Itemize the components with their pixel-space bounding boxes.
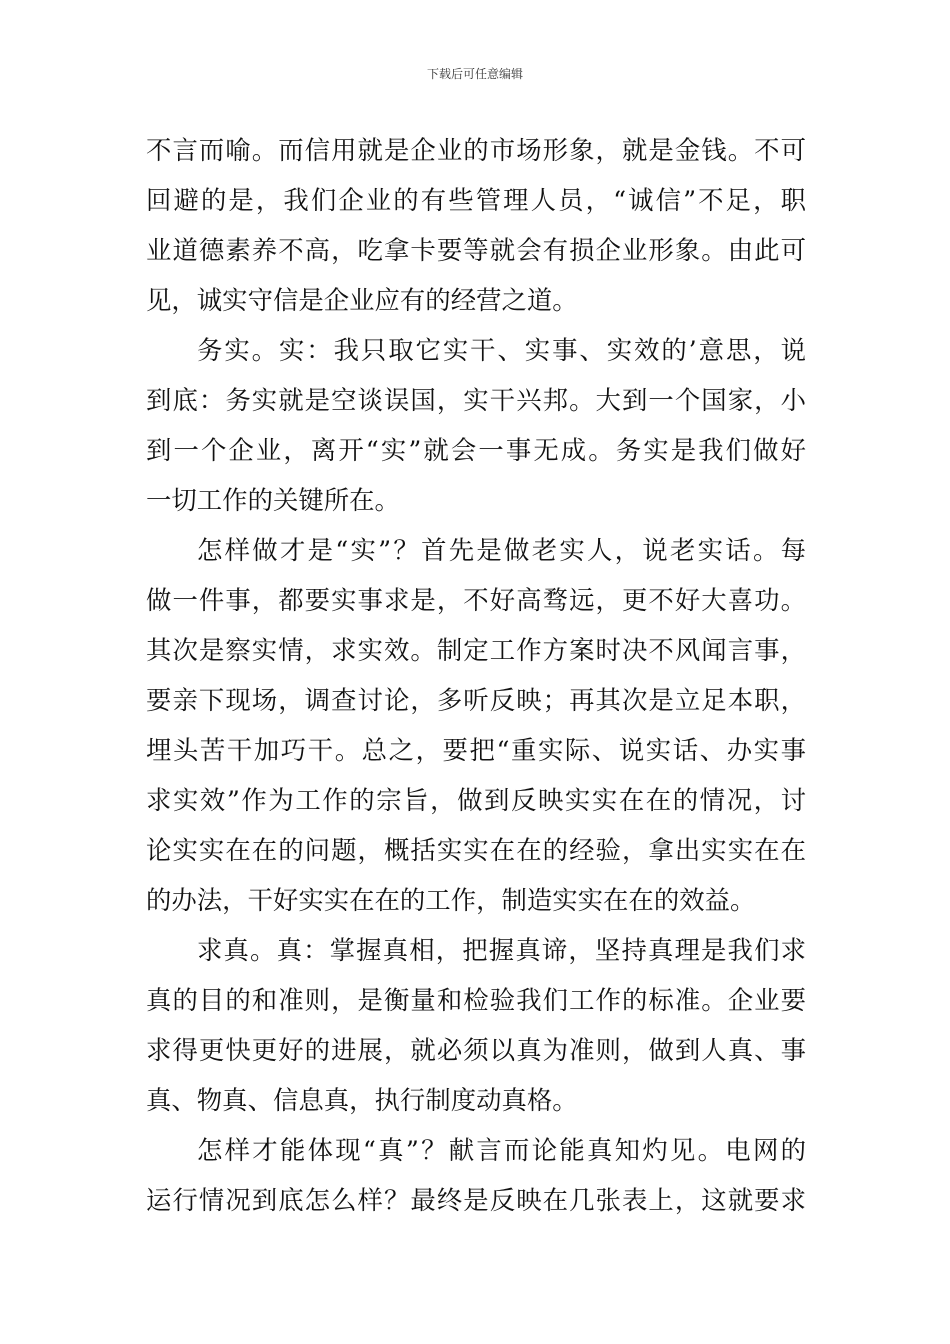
text-line: 到底：务实就是空谈误国，实干兴邦。大到一个国家，小 [146,385,806,415]
text-line: 要亲下现场，调查讨论，多听反映；再其次是立足本职， [146,685,806,715]
text-line: 的办法，干好实实在在的工作，制造实实在在的效益。 [146,885,756,915]
text-line: 论实实在在的问题，概括实实在在的经验，拿出实实在在 [146,835,806,865]
paragraph-first-line: 务实。实：我只取它实干、实事、实效的’意思，说 [197,335,806,365]
paragraph-first-line: 求真。真：掌握真相，把握真谛，坚持真理是我们求 [197,935,806,965]
text-line: 求得更快更好的进展，就必须以真为准则，做到人真、事 [146,1035,806,1065]
text-line: 求实效”作为工作的宗旨，做到反映实实在在的情况，讨 [146,785,806,815]
text-line: 见，诚实守信是企业应有的经营之道。 [146,285,578,315]
paragraph-first-line: 怎样做才是“实”？首先是做老实人，说老实话。每 [197,535,806,565]
text-line: 运行情况到底怎么样？最终是反映在几张表上，这就要求 [146,1185,806,1215]
paragraph-first-line: 怎样才能体现“真”？献言而论能真知灼见。电网的 [197,1135,806,1165]
text-line: 埋头苦干加巧干。总之，要把“重实际、说实话、办实事 [146,735,806,765]
text-line: 做一件事，都要实事求是，不好高骛远，更不好大喜功。 [146,585,806,615]
text-line: 业道德素养不高，吃拿卡要等就会有损企业形象。由此可 [146,235,806,265]
text-line: 一切工作的关键所在。 [146,485,400,515]
document-body [146,125,806,1225]
text-line: 其次是察实情，求实效。制定工作方案时决不风闻言事， [146,635,806,665]
page-header-note: 下载后可任意编辑 [426,67,523,81]
text-line: 不言而喻。而信用就是企业的市场形象，就是金钱。不可 [146,135,806,165]
text-line: 到一个企业，离开“实”就会一事无成。务实是我们做好 [146,435,806,465]
text-line: 真、物真、信息真，执行制度动真格。 [146,1085,578,1115]
text-line: 真的目的和准则，是衡量和检验我们工作的标准。企业要 [146,985,806,1015]
text-line: 回避的是，我们企业的有些管理人员，“诚信”不足，职 [146,185,806,215]
